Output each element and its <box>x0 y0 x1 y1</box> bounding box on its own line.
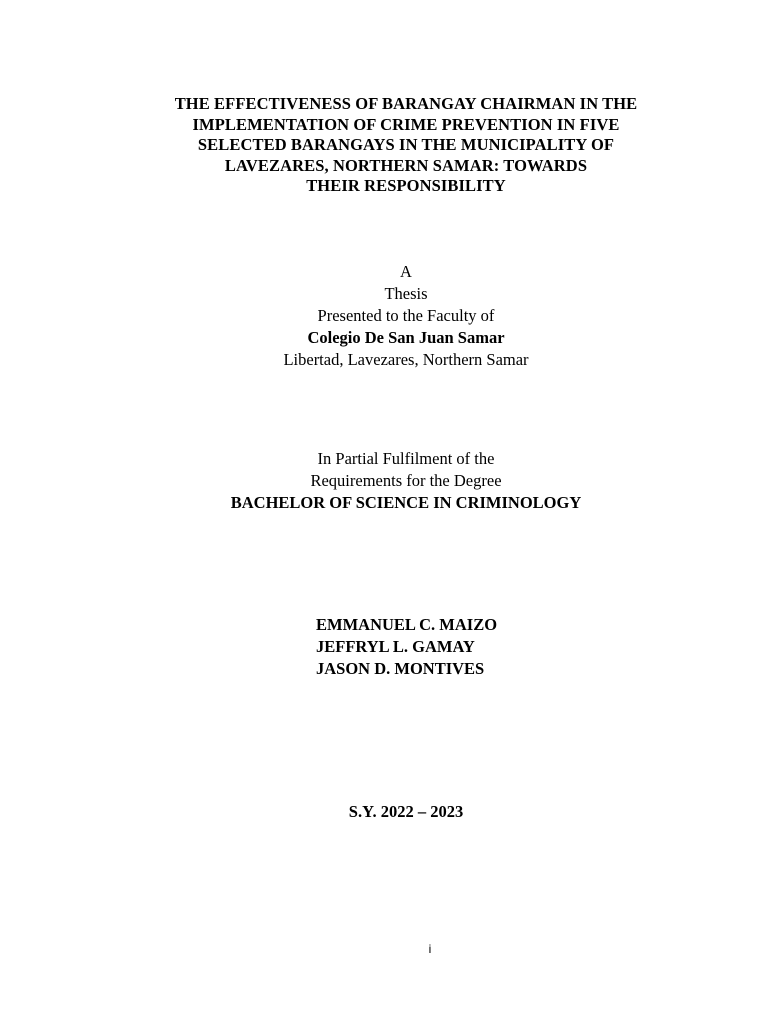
title-line: SELECTED BARANGAYS IN THE MUNICIPALITY OF <box>197 135 615 154</box>
school-year: S.Y. 2022 – 2023 <box>348 802 464 821</box>
degree-name: BACHELOR OF SCIENCE IN CRIMINOLOGY <box>230 493 582 512</box>
presented-to-text: Presented to the Faculty of <box>317 306 495 325</box>
presentation-block <box>100 261 712 371</box>
title-line: THE EFFECTIVENESS OF BARANGAY CHAIRMAN IN THE <box>174 94 638 113</box>
document-type: Thesis <box>384 284 428 303</box>
author-name: JEFFRYL L. GAMAY <box>316 637 475 656</box>
author-name: JASON D. MONTIVES <box>316 659 485 678</box>
page-number: i <box>428 942 432 956</box>
fulfilment-block <box>100 448 712 514</box>
title-line: LAVEZARES, NORTHERN SAMAR: TOWARDS <box>224 155 588 175</box>
requirements-line: Requirements for the Degree <box>310 471 502 490</box>
author-name: EMMANUEL C. MAIZO <box>316 615 498 634</box>
fulfilment-line: In Partial Fulfilment of the <box>317 449 495 468</box>
title-line: IMPLEMENTATION OF CRIME PREVENTION IN FIVE <box>192 114 620 134</box>
title-line: THEIR RESPONSIBILITY <box>306 176 506 195</box>
authors-list <box>316 614 497 680</box>
thesis-title <box>100 94 712 197</box>
institution-address: Libertad, Lavezares, Northern Samar <box>283 350 529 369</box>
article-text: A <box>400 262 412 281</box>
institution-name: Colegio De San Juan Samar <box>307 328 505 347</box>
